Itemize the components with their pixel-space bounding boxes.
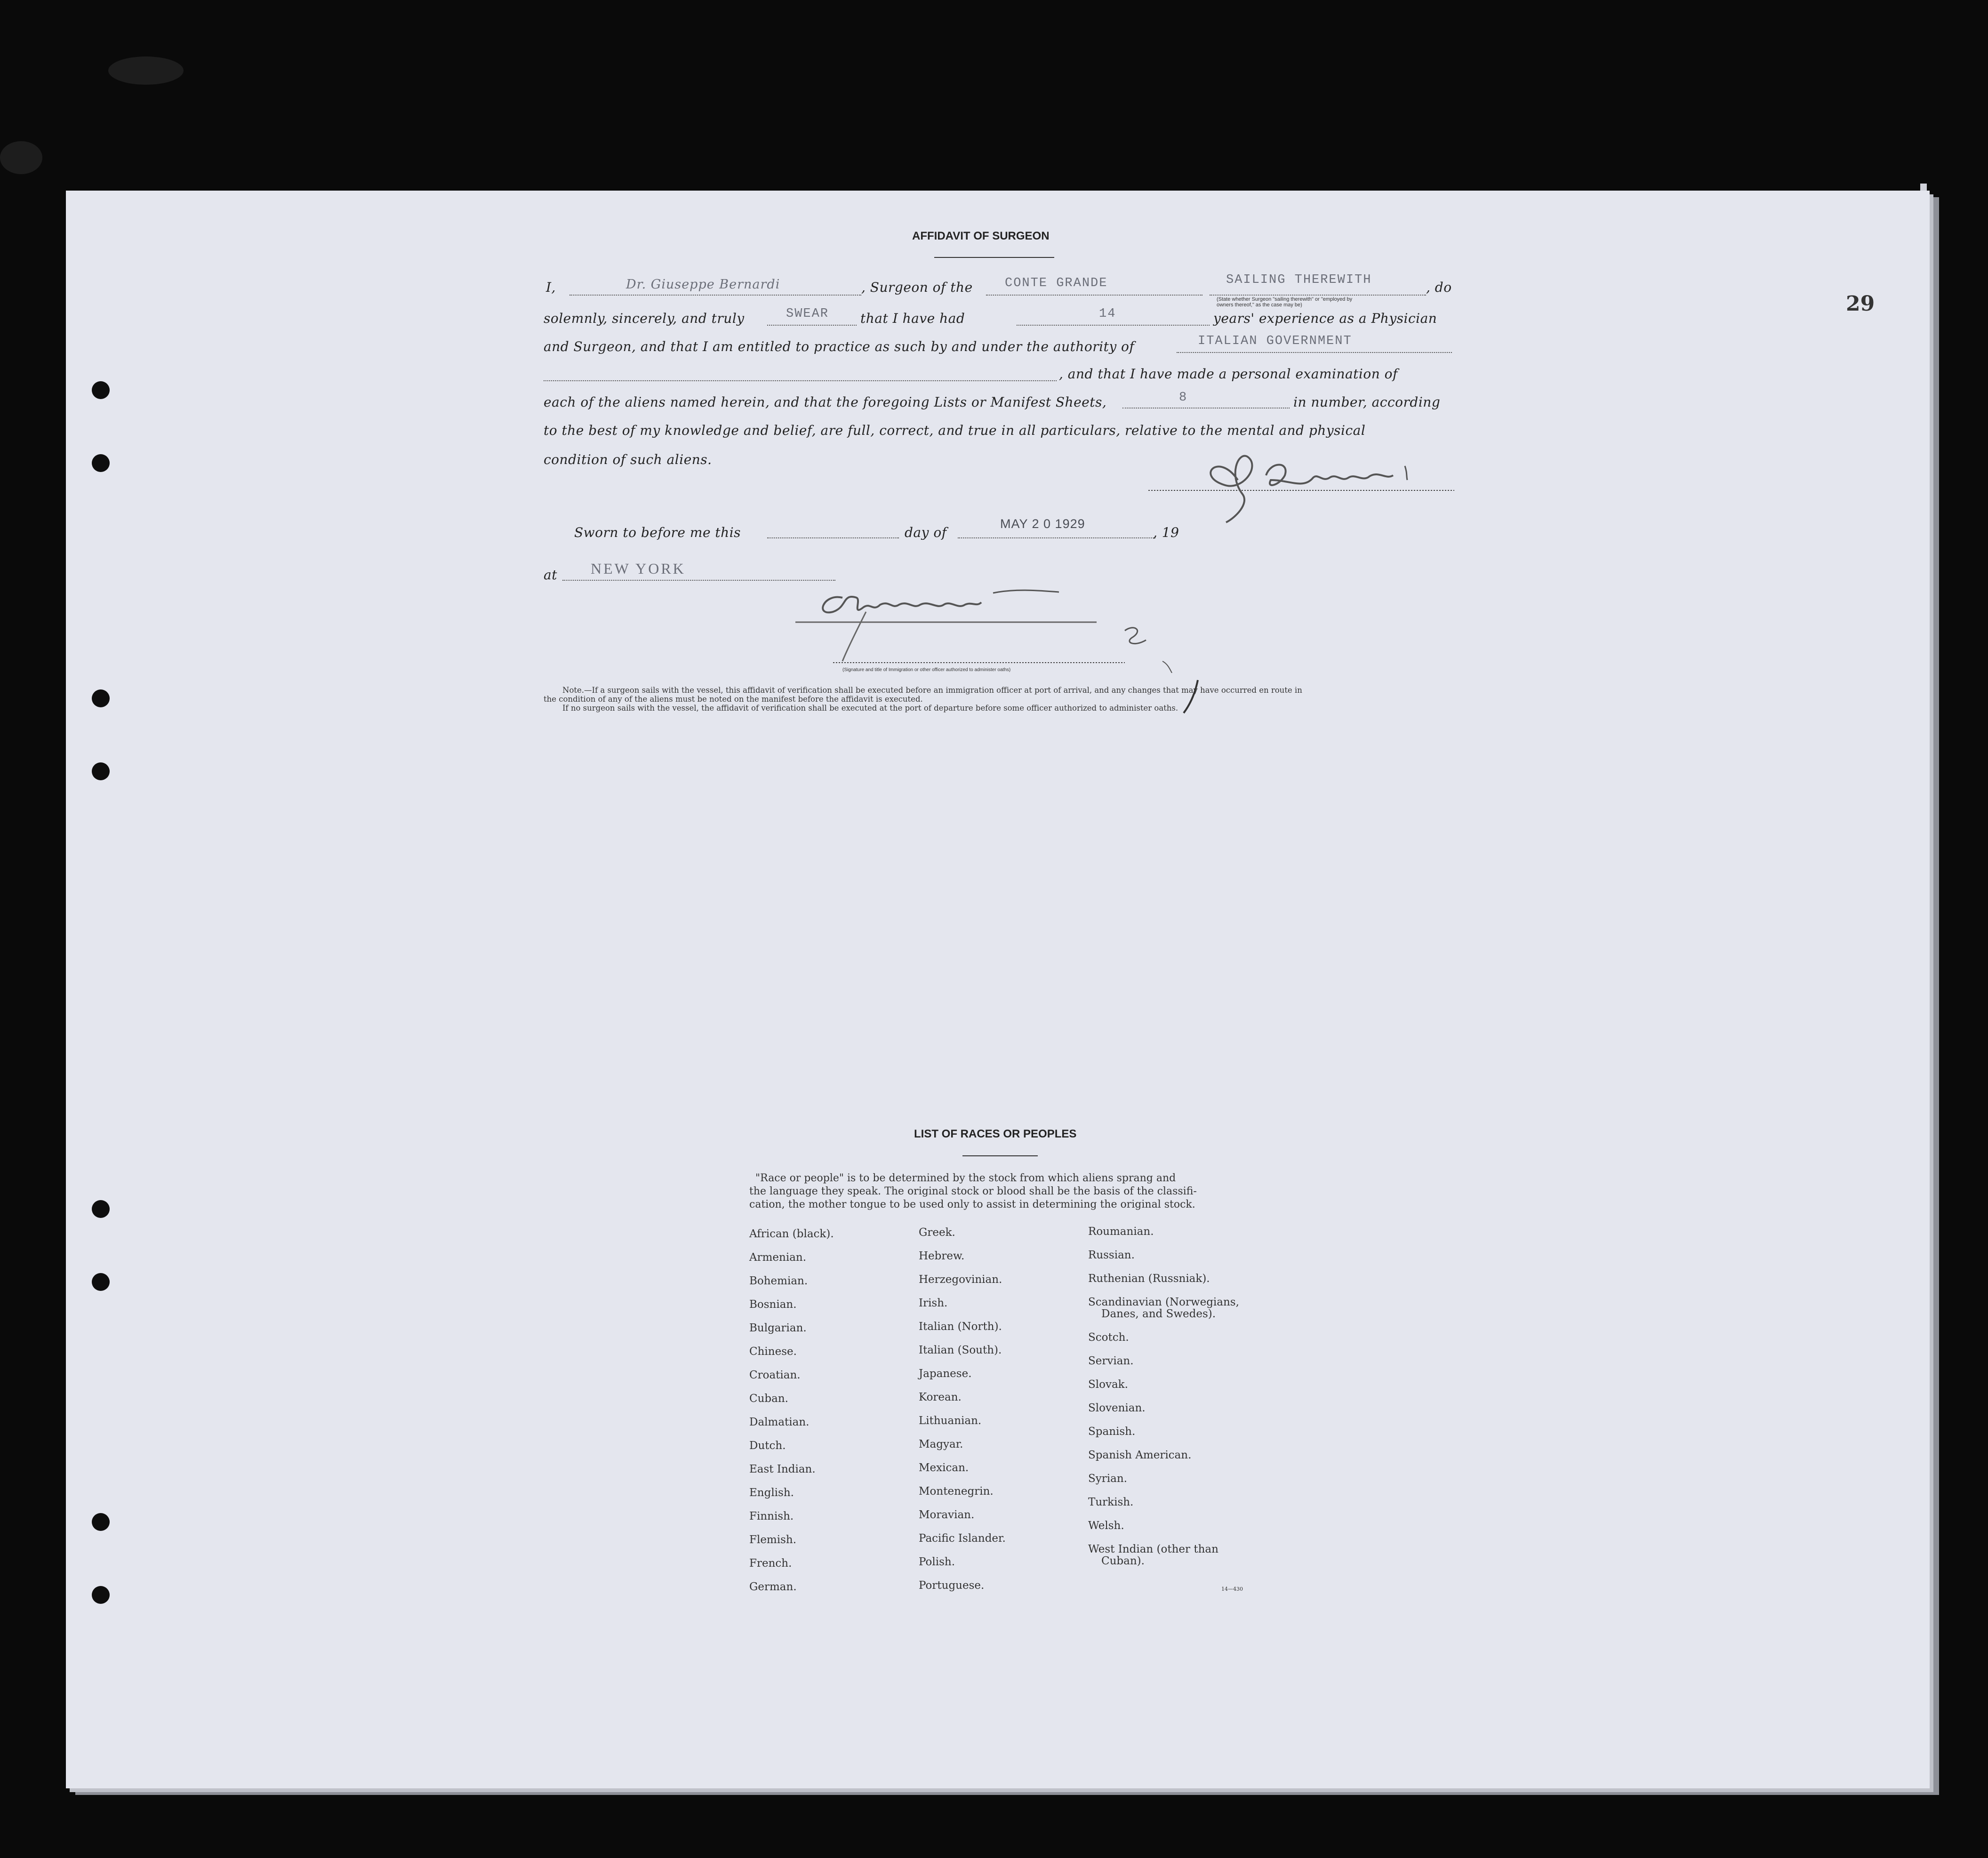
race-item: Cuban. (749, 1393, 788, 1405)
binder-hole (92, 689, 110, 707)
line6: to the best of my knowledge and belief, are full, correct, and true in all particulars, relative to the mental and physical (544, 423, 1366, 438)
sworn-year-prefix: , 19 (1153, 525, 1179, 540)
race-item: Slovak. (1088, 1378, 1128, 1391)
note-line-1: Note.—If a surgeon sails with the vessel, this affidavit of verification shall be executed before an immigration officer at port of arrival, and any changes that may have occurred en route in (562, 686, 1302, 695)
race-item: Greek. (919, 1226, 955, 1239)
binder-hole (92, 454, 110, 472)
races-intro-line-3: cation, the mother tongue to be used only to assist in determining the original stock. (749, 1199, 1195, 1210)
race-item: Dalmatian. (749, 1416, 810, 1428)
race-item: Korean. (919, 1391, 962, 1403)
authority-continued-rule (544, 380, 1057, 381)
race-item: Mexican. (919, 1462, 969, 1474)
race-item: Welsh. (1088, 1520, 1124, 1532)
races-intro-line-2: the language they speak. The original stock or blood shall be the basis of the classifi- (749, 1185, 1197, 1197)
oath-rule (767, 325, 857, 326)
race-item: Bulgarian. (749, 1322, 807, 1334)
line4-end: , and that I have made a personal examination of (1059, 366, 1398, 382)
races-title-rule (962, 1155, 1038, 1156)
race-item: German. (749, 1581, 797, 1593)
vessel-name: CONTE GRANDE (1005, 276, 1108, 290)
officer-caption: (Signature and title of Immigration or other officer authorized to administer oaths) (842, 667, 1011, 673)
race-item: Hebrew. (919, 1250, 965, 1262)
sworn-day-rule (767, 537, 899, 538)
race-item: African (black). (749, 1228, 834, 1240)
race-item: Syrian. (1088, 1473, 1127, 1485)
authority-rule (1177, 352, 1452, 353)
relation-rule (1210, 295, 1426, 296)
race-item: Spanish. (1088, 1426, 1136, 1438)
race-item: Herzegovinian. (919, 1273, 1002, 1286)
race-item: Portuguese. (919, 1579, 985, 1592)
race-item: Polish. (919, 1556, 955, 1568)
race-item: Turkish. (1088, 1496, 1134, 1508)
race-item: Italian (South). (919, 1344, 1002, 1356)
line2-mid: that I have had (860, 311, 965, 326)
note-line-3: If no surgeon sails with the vessel, the affidavit of verification shall be executed at the port of departure before some officer authorized to administer oaths. (562, 704, 1178, 713)
sworn-date-stamp: MAY 2 0 1929 (1000, 517, 1085, 531)
sworn-date-rule (958, 537, 1155, 538)
race-item: Pacific Islander. (919, 1532, 1006, 1545)
race-item: East Indian. (749, 1463, 816, 1475)
race-item: Servian. (1088, 1355, 1134, 1367)
sworn-day-label: day of (905, 525, 947, 540)
race-item: Bosnian. (749, 1298, 797, 1311)
race-item: Japanese. (919, 1368, 972, 1380)
race-item: Scotch. (1088, 1331, 1129, 1344)
affidavit-title: AFFIDAVIT OF SURGEON (912, 230, 1050, 242)
line5-end: in number, according (1293, 394, 1441, 410)
binder-hole (92, 1513, 110, 1531)
race-item: Finnish. (749, 1510, 794, 1522)
scan-smudge (0, 141, 42, 174)
line1-mid: , Surgeon of the (861, 280, 973, 295)
race-item: Cuban). (1101, 1555, 1145, 1567)
race-item: Roumanian. (1088, 1225, 1154, 1238)
line7: condition of such aliens. (544, 452, 712, 467)
officer-signature (795, 579, 1181, 673)
surgeon-name-rule (569, 295, 861, 296)
binder-hole (92, 1273, 110, 1291)
sworn-lead: Sworn to before me this (574, 525, 741, 540)
surgeon-name: Dr. Giuseppe Bernardi (626, 277, 780, 292)
race-item: Russian. (1088, 1249, 1135, 1261)
page-number: 29 (1846, 292, 1875, 316)
years-experience: 14 (1099, 307, 1116, 321)
line1-lead: I, (546, 280, 556, 295)
form-number: 14—430 (1221, 1586, 1243, 1592)
place-rule (562, 580, 835, 581)
binder-hole (92, 381, 110, 399)
binder-hole (92, 1200, 110, 1218)
race-item: Spanish American. (1088, 1449, 1192, 1461)
line5-lead: each of the aliens named herein, and that the foregoing Lists or Manifest Sheets, (544, 394, 1107, 410)
race-item: Ruthenian (Russniak). (1088, 1273, 1210, 1285)
race-item: Danes, and Swedes). (1101, 1308, 1216, 1320)
note-check-mark (1179, 678, 1202, 715)
surgeon-signature (1148, 447, 1459, 527)
races-intro-line-1: "Race or people" is to be determined by the stock from which aliens sprang and (755, 1172, 1176, 1184)
line2-lead: solemnly, sincerely, and truly (544, 311, 745, 326)
race-item: Scandinavian (Norwegians, (1088, 1296, 1239, 1308)
race-item: Armenian. (749, 1251, 807, 1264)
line3-lead: and Surgeon, and that I am entitled to practice as such by and under the authority of (544, 339, 1135, 354)
race-item: English. (749, 1487, 794, 1499)
authority: ITALIAN GOVERNMENT (1198, 334, 1352, 348)
oath-word: SWEAR (786, 307, 829, 321)
races-title: LIST OF RACES OR PEOPLES (914, 1128, 1077, 1140)
note-line-2: the condition of any of the aliens must be noted on the manifest before the affidavit is executed. (544, 695, 923, 704)
line2-end: years' experience as a Physician (1213, 311, 1437, 326)
title-rule (934, 257, 1054, 258)
race-item: Irish. (919, 1297, 948, 1309)
binder-hole (92, 1586, 110, 1604)
sheets-count: 8 (1179, 391, 1188, 405)
years-rule (1017, 325, 1210, 326)
surgeon-relation: SAILING THEREWITH (1226, 273, 1372, 287)
race-item: French. (749, 1557, 792, 1570)
race-item: Flemish. (749, 1534, 797, 1546)
scan-smudge (108, 56, 184, 85)
relation-note: (State whether Surgeon "sailing therewith" or "employed by owners thereof," as the case may be) (1217, 296, 1353, 308)
race-item: Moravian. (919, 1509, 975, 1521)
race-item: Chinese. (749, 1345, 797, 1358)
binder-hole (92, 762, 110, 780)
race-item: Dutch. (749, 1440, 786, 1452)
race-item: Slovenian. (1088, 1402, 1146, 1414)
race-item: Italian (North). (919, 1321, 1002, 1333)
race-item: Bohemian. (749, 1275, 808, 1287)
race-item: Montenegrin. (919, 1485, 994, 1498)
vessel-rule (986, 295, 1202, 296)
line1-end: , do (1426, 280, 1452, 295)
race-item: Magyar. (919, 1438, 963, 1450)
place: NEW YORK (591, 560, 686, 577)
at-label: at (544, 567, 557, 583)
race-item: Lithuanian. (919, 1415, 982, 1427)
race-item: Croatian. (749, 1369, 801, 1381)
race-item: West Indian (other than (1088, 1543, 1218, 1555)
